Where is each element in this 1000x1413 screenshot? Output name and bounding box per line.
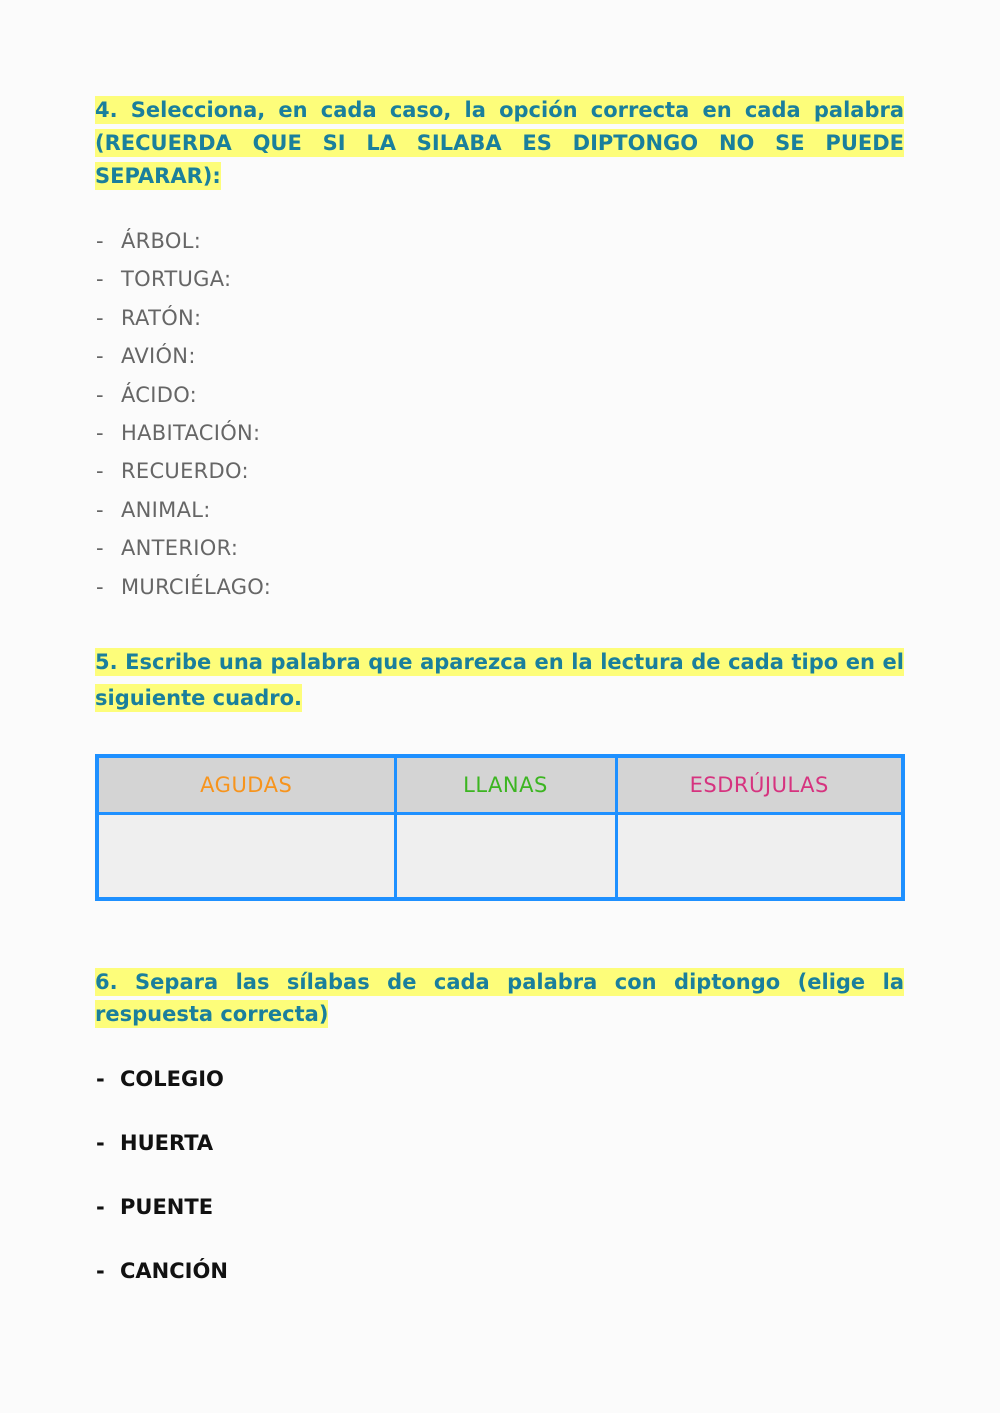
answer-cell-agudas[interactable] [97,814,395,900]
list-item: - ÁCIDO: [96,382,198,407]
question-5-title: 5. Escribe una palabra que aparezca en la lectura de cada tipo en el siguiente cuadro. [95,650,904,710]
question-4-title: 4. Selecciona, en cada caso, la opción correcta en cada palabra (RECUERDA QUE SI LA SILABA ES DIPTONGO NO SE PUEDE SEPARAR): [95,98,904,188]
answer-cell-esdrujulas[interactable] [616,814,903,900]
list-item: - RATÓN: [96,305,202,330]
question-6-title: 6. Separa las sílabas de cada palabra con diptongo (elige la respuesta correcta) [95,970,904,1026]
list-item: - COLEGIO [96,1067,224,1091]
word-type-table [95,754,905,901]
list-item: - ÁRBOL: [96,229,202,253]
header-esdrujulas: ESDRÚJULAS [616,756,903,814]
list-item: - CANCIÓN [96,1259,228,1283]
list-item: - PUENTE [96,1195,214,1219]
header-agudas: AGUDAS [97,756,395,814]
list-item: - RECUERDO: [96,459,249,484]
list-item: - AVIÓN: [96,344,196,369]
word-list [96,224,271,608]
answer-cell-llanas[interactable] [395,814,616,900]
list-item: - TORTUGA: [96,267,232,292]
list-item: - HABITACIÓN: [96,420,261,445]
diphthong-word-list [96,1062,228,1318]
list-item: - ANTERIOR: [96,536,239,561]
list-item: - HUERTA [96,1131,214,1155]
header-llanas: LLANAS [395,756,616,814]
list-item: - ANIMAL: [96,497,211,522]
list-item: - MURCIÉLAGO: [96,574,272,599]
